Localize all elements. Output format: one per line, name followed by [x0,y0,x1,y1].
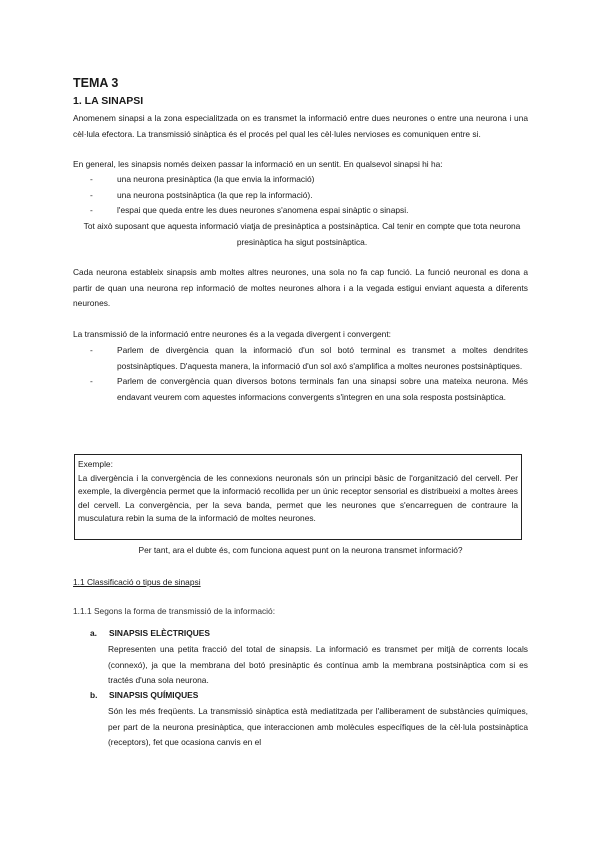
bullet-dash: - [90,345,93,355]
subsubsection-heading: 1.1.1 Segons la forma de transmissió de la informació: [73,606,276,616]
chemical-synapse-title: SINAPSIS QUÍMIQUES [109,690,199,700]
list-item: - l'espai que queda entre les dues neurones s'anomena espai sinàptic o sinapsi. [90,203,528,219]
example-label: Exemple: [78,459,113,469]
subsection-heading: 1.1 Classificació o tipus de sinapsi [73,577,201,587]
bullet-dash: - [90,205,93,216]
transmission-paragraph: La transmissió de la informació entre neurones és a la vegada divergent i convergent: [73,329,391,339]
list-item: - una neurona postsinàptica (la que rep la informació). [90,188,528,204]
question-paragraph: Per tant, ara el dubte és, com funciona aquest punt on la neurona transmet informació? [138,545,463,555]
list-item: - una neurona presinàptica (la que envia la informació) [90,172,528,188]
list-item: - Parlem de divergència quan la informació d'un sol botó terminal es transmet a moltes dendrites postsinàptiques. D'aquesta manera, la informació d'un sol axó s'amplifica a moltes neurones postsinàptiques. [90,345,528,371]
example-text: La divergència i la convergència de les connexions neuronals són un principi bàsic de l'organització del cervell. Per exemple, la divergència permet que la informació recollida per un únic receptor sensorial es distribueixi a moltes àrees del cervell. La convergència, per la seva banda, permet que les neurones que s'encarreguen de contraure la musculatura rebin la suma de la informació de moltes neurones. [78,472,518,523]
transmission-types-list [90,343,528,405]
page-title: TEMA 3 [73,76,119,90]
bullet-dash: - [90,376,93,387]
chemical-synapse-text: Són les més freqüents. La transmissió sinàptica està mediatitzada per l'alliberament de substàncies químiques, per part de la neurona presinàptica, que interaccionen amb molècules específiques de la cèl·lula postsinàptica (receptors), fet que ocasiona canvis en el [108,706,528,748]
electrical-synapse-title: SINAPSIS ELÈCTRIQUES [109,628,210,638]
example-box [74,454,522,540]
intro-paragraph: Anomenem sinapsi a la zona especialitzada on es transmet la informació entre dues neurones o entre una neurona i una cèl·lula efectora. La transmissió sinàptica és el procés pel qual les cèl·lules nervioses es comuniquen entre si. [73,113,528,139]
list-item: - Parlem de convergència quan diversos botons terminals fan una sinapsi sobre una mateixa neurona. Més endavant veurem com aquestes informacions convergents s'integren en una sola resposta postsinàptica. [90,376,528,402]
list-marker: b. [90,690,98,700]
bullet-dash: - [90,189,93,200]
chemical-synapse-heading [90,690,198,700]
general-paragraph: En general, les sinapsis només deixen passar la informació en un sentit. En qualsevol sinapsi hi ha: [73,159,443,169]
section-heading: 1. LA SINAPSI [73,95,144,107]
conclusion-paragraph: Tot això suposant que aquesta informació viatja de presinàptica a postsinàptica. Cal tenir en compte que tota neurona presinàptica ha sigut postsinàptica. [83,221,521,247]
synapse-parts-list [90,172,528,219]
electrical-synapse-heading [90,628,210,638]
bullet-dash: - [90,174,93,184]
electrical-synapse-text: Representen una petita fracció del total de sinapsis. La informació es transmet per mitjà de corrents locals (connexó), ja que la membrana del botó presinàptic és contínua amb la membrana postsinàptica com si es tractés d'una sola neurona. [108,644,528,686]
neurons-paragraph: Cada neurona estableix sinapsis amb moltes altres neurones, una sola no fa cap funció. La funció neuronal es dona a partir de quan una neurona rep informació de moltes neurones alhora i a la vegada estigui enviant aquesta a diferents neurones. [73,267,528,309]
list-marker: a. [90,628,97,638]
